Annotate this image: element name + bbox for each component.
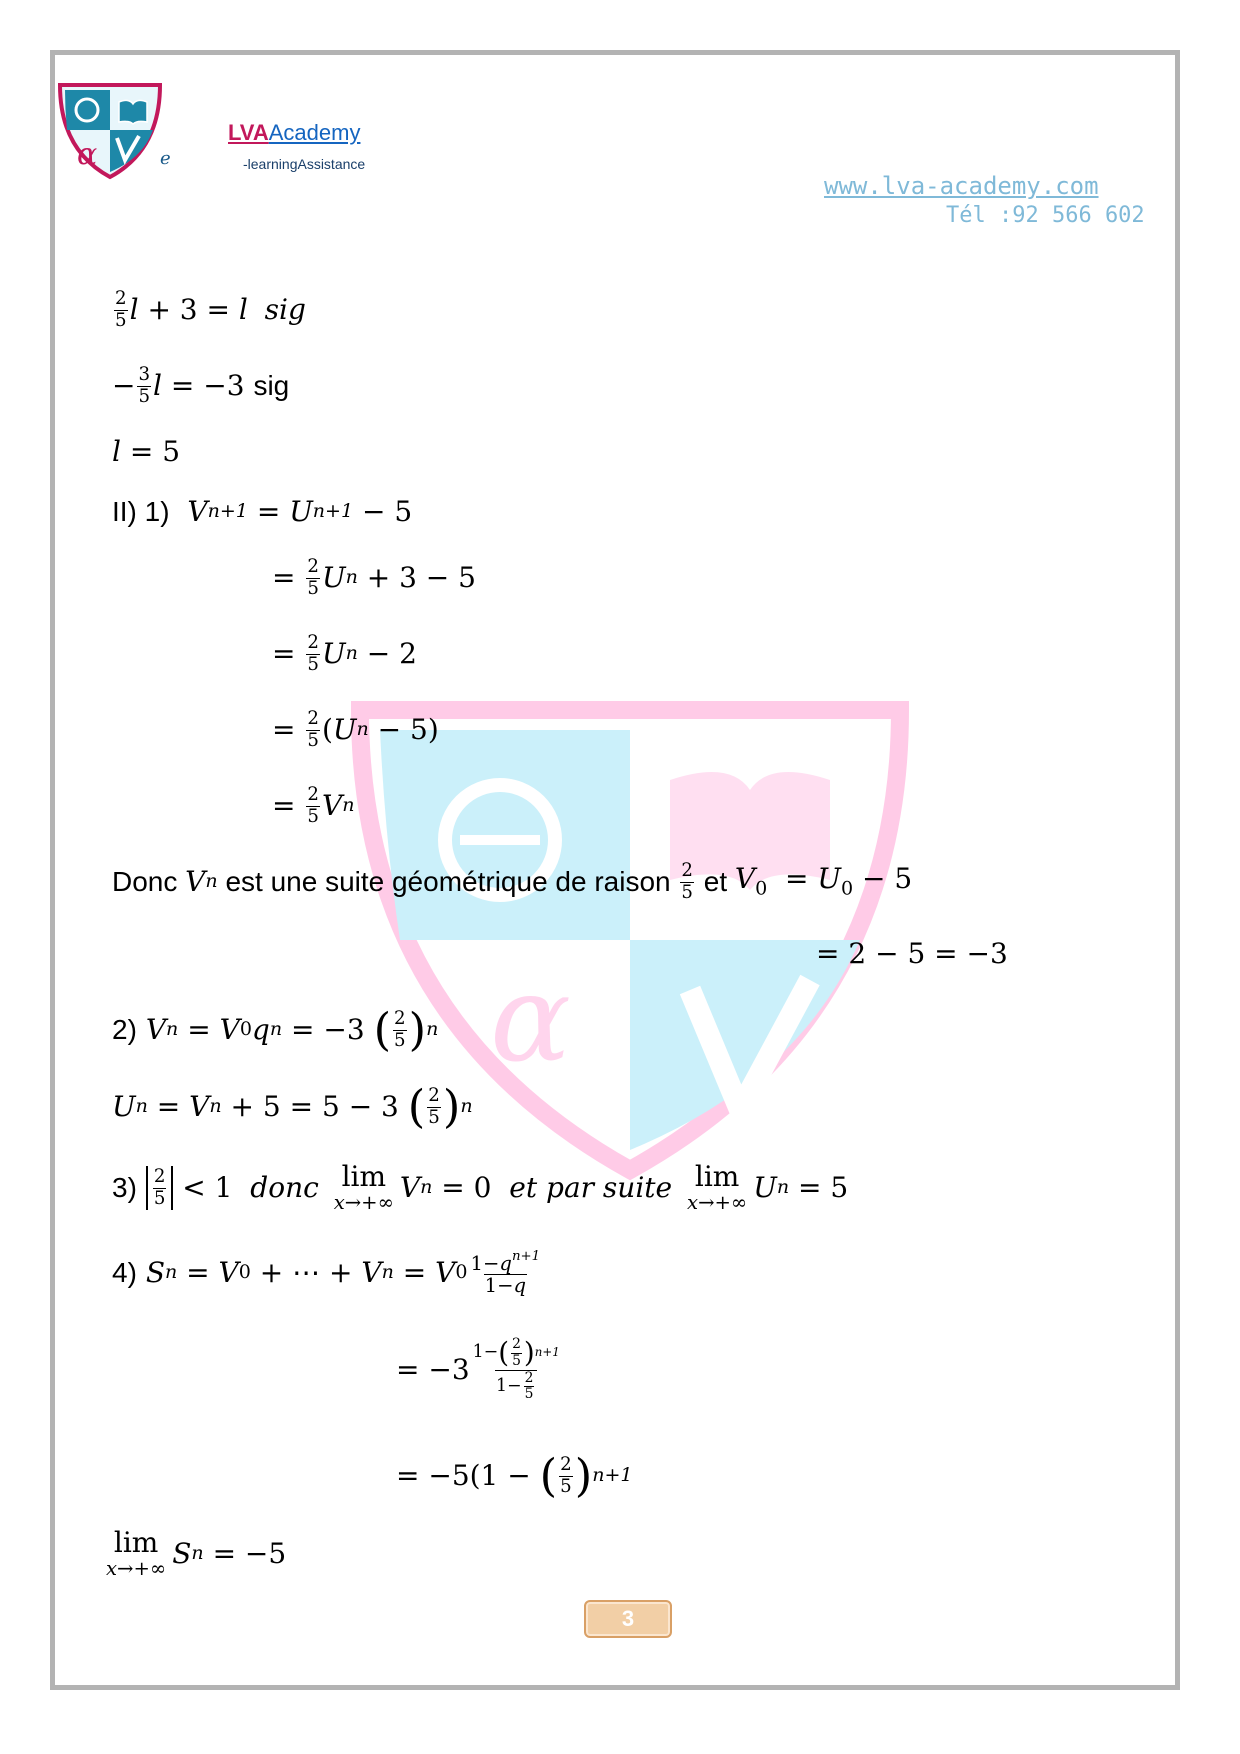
svg-text:α: α [490,950,572,1089]
equation-line-17: lim x→+∞ S n = −5 [106,1526,287,1581]
question-label: 2) [112,1014,137,1045]
equation-line-3: l = 5 [112,435,181,468]
equation-line-14: 4) S n = V 0 + ⋯ + V n = V 0 $\frac{1-q^{n+1}}{1-q}$ [112,1248,541,1298]
conclusion-line: Donc V n est une suite géométrique de raison $\frac{2}{5}$ et $V_0 = U_0 - 5$ [112,860,913,903]
question-label: II) 1) [112,496,170,527]
page-number-badge: 3 [584,1600,672,1638]
website-link[interactable]: www.lva-academy.com [824,172,1099,200]
question-label: 4) [112,1257,137,1288]
sig-label: sig [264,293,306,326]
brand-lva: LVA [228,120,269,145]
equation-line-5: = $\frac{2}{5}$ U n + 3 − 5 [272,556,476,599]
equation-line-10: = 2 − 5 = −3 [816,937,1008,970]
equation-line-2: − $\frac{3}{5}$ l = −3 sig [112,364,290,407]
sig-label: sig [253,370,290,401]
equation-line-16: = −5(1 − ( $\frac{2}{5}$ ) n+1 [396,1449,633,1503]
brand-academy: Academy [268,120,361,145]
question-label: 3) [112,1172,137,1203]
equation-line-1: $\frac{2}{5}$ l + 3 = l sig [115,288,306,331]
lva-logo-icon [55,80,165,180]
svg-text:α: α [77,137,98,172]
logo-letter: e [160,148,171,169]
brand-tagline: -learningAssistance [243,156,366,172]
phone-number: Tél :92 566 602 [946,203,1145,228]
brand-name [228,120,360,146]
equation-line-6: = $\frac{2}{5}$ U n − 2 [272,632,417,675]
equation-line-13: 3) $\frac{2}{5}$ < 1 donc lim x→+∞ V n = 0 et par suite lim x→+∞ U n = 5 [112,1160,849,1215]
equation-line-7: = $\frac{2}{5}$ ( U n − 5) [272,708,439,751]
equation-line-8: = $\frac{2}{5}$ V n [272,784,355,827]
equation-line-12: U n = V n + 5 = 5 − 3 ( $\frac{2}{5}$ ) n [112,1080,473,1134]
equation-line-4: II) 1) V n+1 = U n+1 − 5 [112,495,413,528]
equation-line-11: 2) V n = V 0 q n = −3 ( $\frac{2}{5}$ ) n [112,1003,439,1057]
equation-line-15: = −3 1− ( $\frac{2}{5}$ ) n+1 1− $\frac{2}{5}$ [396,1335,560,1403]
